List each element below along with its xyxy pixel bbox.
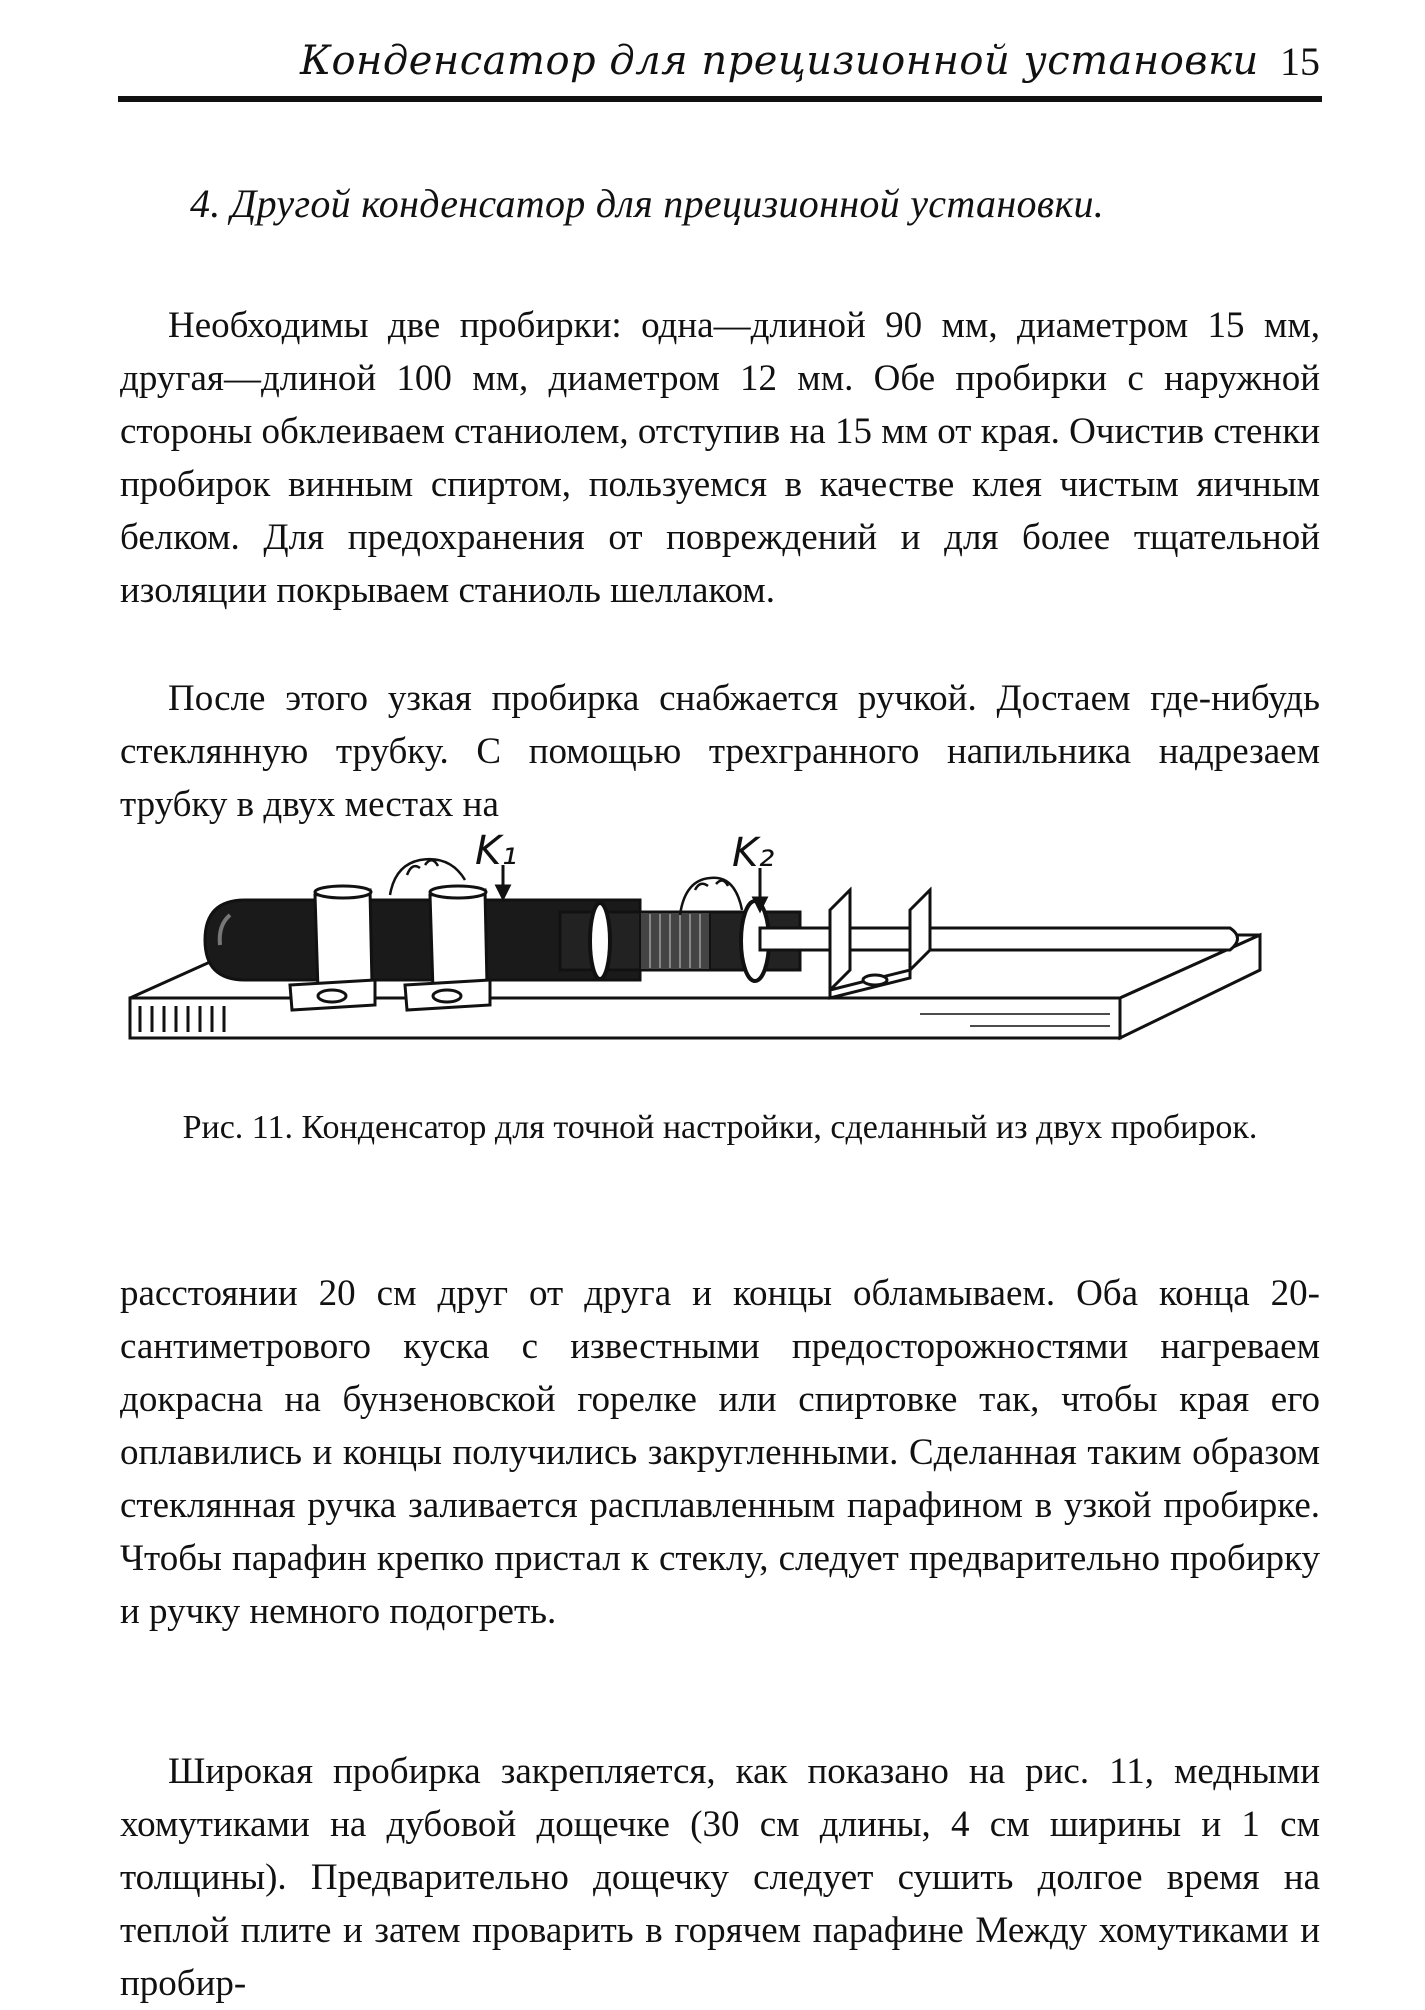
label-k1: K₁ [475,828,518,874]
paragraph-2: После этого узкая пробирка снабжается ручкой. Достаем где-нибудь стеклянную трубку. С помощью трехгранного напильника надрезаем трубку в двух местах на [120,678,1320,825]
paragraph-4: Широкая пробирка закрепляется, как показано на рис. 11, медными хомутиками на дубовой дощечке (30 см длины, 4 см ширины и 1 см толщины). Предварительно дощечку следует сушить долгое время на теплой плите и затем проварить в горячем парафине Между хомутиками и пробир- [120,1751,1320,2004]
figure-caption: Рис. 11. Конденсатор для точной настройки, сделанный из двух пробирок. [182,1109,1258,1146]
running-head [120,38,1320,98]
condenser-illustration [120,800,1320,1100]
paragraph-3: расстоянии 20 см друг от друга и концы обламываем. Оба конца 20-сантиметрового куска с известными предосторожностями нагреваем докрасна на бунзеновской горелке или спиртовке так, чтобы края его оплавились и концы получились закругленными. Сделанная таким образом стеклянная ручка заливается расплавленным парафином в узкой пробирке. Чтобы парафин крепко пристал к стеклу, следует предварительно пробирку и ручку немного подогреть. [120,1273,1320,1632]
header-rule [118,96,1322,102]
page-number: 15 [1280,39,1320,84]
section-title: 4. Другой конденсатор для прецизионной установки. [190,181,1105,226]
running-title: Конденсатор для прецизионной установки [300,38,1259,84]
label-k2: K₂ [732,830,775,876]
paragraph-1: Необходимы две пробирки: одна—длиной 90 мм, диаметром 15 мм, другая—длиной 100 мм, диаметром 12 мм. Обе пробирки с наружной стороны обклеиваем станиолем, отступив на 15 мм от края. Очистив стенки пробирок винным спиртом, пользуемся в качестве клея чистым яичным белком. Для предохранения от повреждений и для более тщательной изоляции покрываем станиоль шеллаком. [120,305,1320,611]
figure-11 [120,800,1320,1100]
